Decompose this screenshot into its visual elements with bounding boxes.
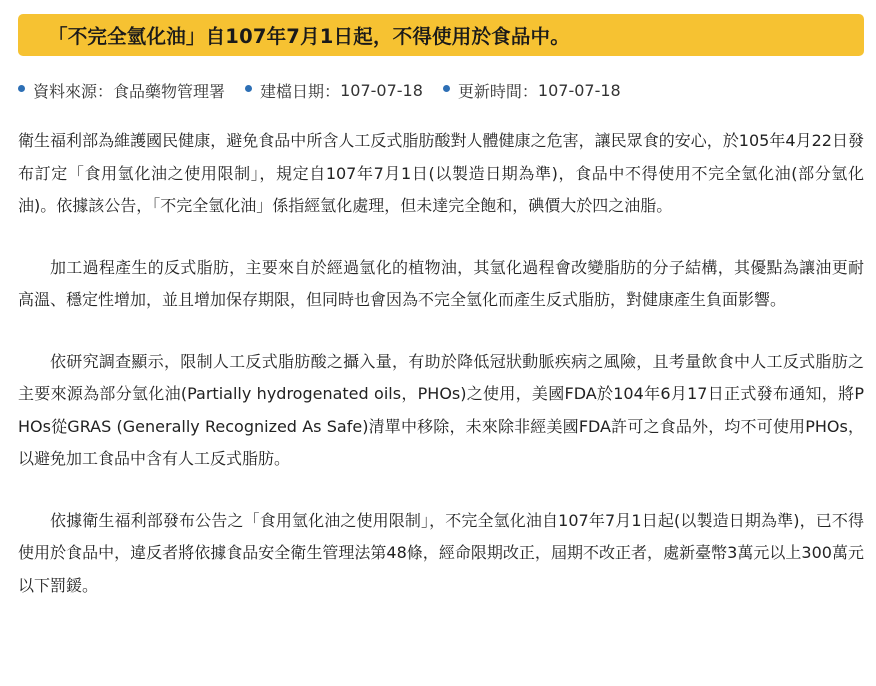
meta-created-label: 建檔日期 ： bbox=[260, 79, 340, 102]
paragraph-3: 依研究調查顯示，限制人工反式脂肪酸之攝入量，有助於降低冠狀動脈疾病之風險，且考量飲食中人工反式脂肪之主要來源為部分氫化油(Partially hydrogenated oils，PHOs)之使用，美國FDA於104年6月17日正式發布通知，將PHOs從GRAS (Generally Recognized As Safe)清單中移除，未來除非經美國FDA許可之食品外，均不可使用PHOs，以避免加工食品中含有人工反式脂肪。 bbox=[18, 351, 864, 468]
article-body bbox=[18, 125, 864, 602]
page-title: 「不完全氫化油」自107年7月1日起，不得使用於食品中。 bbox=[48, 25, 570, 48]
meta-updated-value: 107-07-18 bbox=[537, 80, 621, 100]
paragraph-2: 加工過程產生的反式脂肪，主要來自於經過氫化的植物油，其氫化過程會改變脂肪的分子結構，其優點為讓油更耐高溫、穩定性增加，並且增加保存期限，但同時也會因為不完全氫化而產生反式脂肪，對健康產生負面影響。 bbox=[18, 257, 864, 309]
meta-source bbox=[18, 79, 225, 102]
bullet-icon bbox=[18, 85, 25, 92]
meta-created bbox=[245, 79, 423, 102]
paragraph-1: 衛生福利部為維護國民健康，避免食品中所含人工反式脂肪酸對人體健康之危害，讓民眾食的安心，於105年4月22日發布訂定「食用氫化油之使用限制」，規定自107年7月1日(以製造日期為準)，食品中不得使用不完全氫化油(部分氫化油)。依據該公告，「不完全氫化油」係指經氫化處理，但未達完全飽和，碘價大於四之油脂。 bbox=[18, 131, 864, 215]
meta-source-value: 食品藥物管理署 bbox=[113, 81, 226, 101]
bullet-icon bbox=[443, 85, 450, 92]
paragraph-4: 依據衛生福利部發布公告之「食用氫化油之使用限制」，不完全氫化油自107年7月1日起(以製造日期為準)，已不得使用於食品中，違反者將依據食品安全衛生管理法第48條，經命限期改正，屆期不改正者，處新臺幣3萬元以上300萬元以下罰鍰。 bbox=[18, 510, 864, 595]
bullet-icon bbox=[245, 85, 252, 92]
meta-source-label: 資料來源 ： bbox=[33, 79, 113, 102]
meta-info bbox=[18, 78, 864, 102]
meta-updated-label: 更新時間 ： bbox=[458, 79, 538, 102]
meta-updated bbox=[443, 79, 621, 102]
meta-created-value: 107-07-18 bbox=[340, 80, 423, 100]
title-banner bbox=[18, 14, 864, 56]
